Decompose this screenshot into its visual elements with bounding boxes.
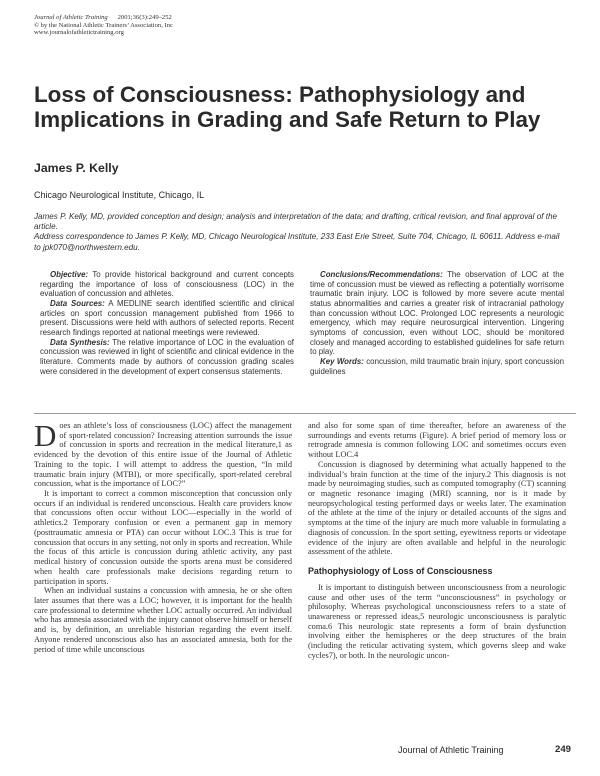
body-column-left [34,418,292,654]
correspondence-note: Address correspondence to James P. Kelly, MD, Chicago Neurological Institute, 233 East Erie Street, Suite 704, Chicago, IL 60611. Address e-mail to jpk070@northwestern.edu. [34,232,560,252]
abstract-right [310,270,564,376]
body-column-right [308,421,566,661]
journal-name: Journal of Athletic Training [34,14,108,21]
abstract-left [40,270,294,376]
article-title: Loss of Consciousness: Pathophysiology and Implications in Grading and Safe Return to Play [34,82,541,132]
journal-citation-line [34,14,173,22]
divider [34,413,576,414]
abstract-data-synthesis: Data Synthesis: The relative importance of LOC in the evaluation of concussion was reviewed in light of scientific and clinical evidence in the literature. Comments made by authors of concussion grading scales were considered in the development of expert consensus statements. [40,337,294,376]
contribution-note: James P. Kelly, MD, provided conception and design; analysis and interpretation of the data; and drafting, critical revision, and final approval of the article. [34,212,557,232]
body-paragraph: Concussion is diagnosed by determining what actually happened to the individual’s brain function at the time of the injury.2 This diagnosis is not made by neuroimaging studies, such as computed tomography (CT) scanning or magnetic resonance imaging (MRI) scanning, nor is it made by neuropsychological testing performed days or weeks later. The examination of the athlete at the time of the injury or detailed accounts of the signs and symptoms at the time of the injury are much more valuable in formulating a diagnosis of concussion. In the sport setting, eyewitness reports or videotape evidence of the injury are often available and helpful in the neurologic assessment of the athlete. [308,459,566,557]
website: www.journalofathletictraining.org [34,29,124,37]
citation: 2001;36(3):249–252 [117,14,172,21]
author-notes [34,212,562,253]
body-paragraph: It is important to distinguish between unconsciousness from a neurologic cause and other uses of the term “unconsciousness” in psychology or philosophy. Whereas psychological unconsciousness refers to a state of unawareness or repressed ideas,5 neurologic unconsciousness is paralytic coma.6 This neurologic state represents a form of brain dysfunction involving either the hemispheres or the deep structures of the brain (including the reticular activating system, which governs sleep and wake cycles7), or both. In the neurologic uncon- [308,582,566,660]
abstract-objective: Objective: To provide historical background and current concepts regarding the importance of loss of consciousness (LOC) in the evaluation of concussion and athletes. [40,270,294,299]
abstract-conclusions: Conclusions/Recommendations: The observation of LOC at the time of concussion must be viewed as reflecting a potentially worrisome traumatic brain injury. LOC is followed by more severe acute mental status abnormalities and carries a greater risk of intracranial pathology than concussion without LOC. Prolonged LOC represents a neurologic emergency, which may require neurosurgical intervention. Lingering symptoms of concussion, even without LOC, should be monitored closely and managed according to established guidelines for safe return to play. [310,270,564,357]
footer-journal: Journal of Athletic Training [398,745,504,755]
drop-cap: D [34,418,57,453]
body-paragraph: Does an athlete’s loss of consciousness (LOC) affect the management of sport-related concussion? Increasing attention surrounds the issue of concussion in sports and recreation in the medical literature,1 as evidenced by the devotion of this entire issue of the Journal of Athletic Training to the topic. I will attempt to address the question, “In mild traumatic brain injury (MTBI), or more specifically, sport-related cerebral concussion, what is the importance of LOC?” [34,418,292,489]
running-header [34,14,173,37]
body-paragraph: and also for some span of time thereafter, before an awareness of the surroundings and events returns (Figure). A brief period of memory loss or retrograde amnesia is common following LOC and sometimes occurs even without LOC.4 [308,421,566,460]
page-number: 249 [555,744,572,755]
author-name: James P. Kelly [34,161,119,175]
copyright: © by the National Athletic Trainers’ Association, Inc [34,21,173,29]
section-heading: Pathophysiology of Loss of Consciousness [308,566,493,577]
affiliation: Chicago Neurological Institute, Chicago, IL [34,190,205,200]
body-paragraph: It is important to correct a common misconception that concussion only occurs if an individual is rendered unconscious. Health care providers know that concussions often occur without LOC—especially in the world of athletics.2 Temporary confusion or even a permanent gap in memory (posttraumatic amnesia or PTA) can occur without LOC.3 This is true for concussion that occurs in any setting, not only in sports and recreation. While the focus of this article is concussion during athletic activity, any past medical history of concussion outside the sports arena must be considered when health care professionals make decisions regarding return to participation in sports. [34,489,292,586]
abstract-data-sources: Data Sources: A MEDLINE search identified scientific and clinical articles on sport concussion management published from 1966 to present. Discussions were held with authors of selected reports. Recent research findings reported at national meetings were reviewed. [40,298,294,337]
body-paragraph: When an individual sustains a concussion with amnesia, he or she often later assumes that there was a LOC; however, it is important for the health care professional to determine whether LOC actually occurred. An individual who has amnesia associated with the injury cannot observe himself or herself and is, by definition, an unreliable historian regarding the event itself. Anyone rendered unconscious also has an associated amnesia, both for the period of time while unconscious [34,586,292,654]
abstract-keywords: Key Words: concussion, mild traumatic brain injury, sport concussion guidelines [310,356,564,376]
